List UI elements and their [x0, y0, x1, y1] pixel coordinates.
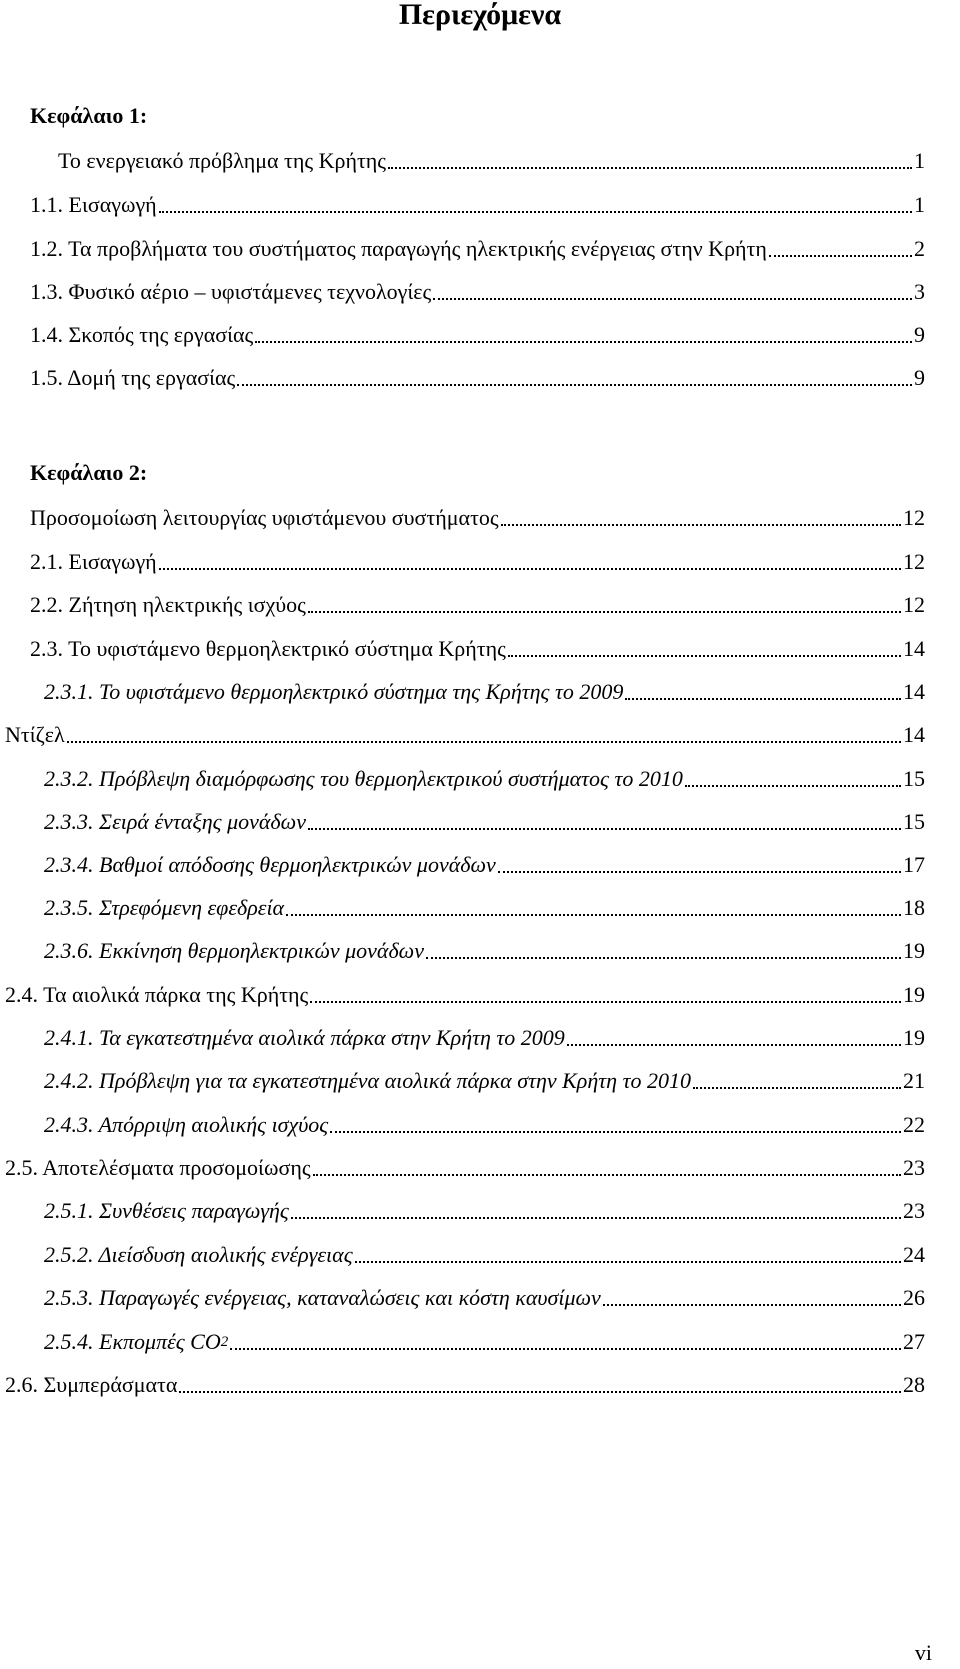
toc-entry-label: 2.4.1. Τα εγκατεστημένα αιολικά πάρκα στην Κρήτη το 2009	[44, 1025, 565, 1050]
toc-entry-page: 15	[903, 809, 925, 834]
toc-entry-label-area	[30, 592, 925, 618]
toc-entry-label: 2.4. Τα αιολικά πάρκα της Κρήτης	[5, 982, 309, 1007]
toc-entry-label: 1.5. Δομή της εργασίας	[30, 365, 236, 390]
chapter-heading: Κεφάλαιο 2:	[30, 460, 148, 485]
toc-leader-dots	[237, 384, 912, 386]
toc-entry-label: Το ενεργειακό πρόβλημα της Κρήτης	[58, 148, 387, 173]
toc-entry-label: 2.3.4. Βαθμοί απόδοσης θερμοηλεκτρικών μονάδων	[44, 852, 496, 877]
toc-entry-label: 1.2. Τα προβλήματα του συστήματος παραγωγής ηλεκτρικής ενέργειας στην Κρήτη	[30, 236, 767, 261]
toc-entry-subscript: 2	[220, 1334, 229, 1350]
toc-entry-label: 2.5. Αποτελέσματα προσομοίωσης	[5, 1155, 311, 1180]
toc-entry-label-area	[5, 982, 925, 1008]
page-number: vi	[914, 1640, 932, 1665]
toc-entry-label-area	[44, 1112, 925, 1138]
toc-entry[interactable]	[0, 487, 960, 531]
toc-entry-label-area	[44, 809, 925, 835]
toc-entry-page: 1	[914, 192, 925, 217]
toc-entry[interactable]	[0, 964, 960, 1008]
toc-entry[interactable]	[0, 1180, 960, 1224]
toc-entry-page: 14	[903, 636, 925, 661]
toc-entry[interactable]	[0, 1354, 960, 1398]
toc-entry-page: 17	[903, 852, 925, 877]
toc-entry-label-area	[30, 322, 925, 348]
toc-leader-dots	[159, 568, 901, 570]
toc-entry-label-area	[44, 1242, 925, 1268]
toc-leader-dots	[426, 957, 901, 959]
toc-leader-dots	[501, 524, 901, 526]
toc-entry[interactable]	[0, 920, 960, 964]
toc-entry[interactable]	[0, 791, 960, 835]
toc-entry-label-area	[44, 1329, 925, 1355]
toc-entry-label: 2.5.1. Συνθέσεις παραγωγής	[44, 1198, 289, 1223]
toc-entry-page: 1	[914, 148, 925, 173]
toc-leader-dots	[308, 611, 901, 613]
toc-entry[interactable]	[0, 347, 960, 391]
toc-entry-label: 2.4.2. Πρόβλεψη για τα εγκατεστημένα αιολικά πάρκα στην Κρήτη το 2010	[44, 1068, 691, 1093]
toc-entry-label: 2.5.2. Διείσδυση αιολικής ενέργειας	[44, 1242, 353, 1267]
toc-entry-page: 15	[903, 766, 925, 791]
toc-entry-label: 2.3.5. Στρεφόμενη εφεδρεία	[44, 895, 285, 920]
toc-entry-label: 2.6. Συμπεράσματα	[5, 1372, 178, 1397]
toc-leader-dots	[685, 785, 901, 787]
toc-leader-dots	[330, 1131, 901, 1133]
toc-entry-label-area	[30, 279, 925, 305]
toc-leader-dots	[67, 741, 901, 743]
toc-entry-label: 2.5.3. Παραγωγές ενέργειας, καταναλώσεις και κόστη καυσίμων	[44, 1285, 601, 1310]
toc-leader-dots	[230, 1348, 901, 1350]
toc-entry-label-area	[44, 1285, 925, 1311]
toc-leader-dots	[355, 1261, 901, 1263]
toc-entry-label: 2.1. Εισαγωγή	[30, 549, 157, 574]
toc-entry-label-area	[44, 852, 925, 878]
toc-entry-label-area	[44, 1068, 925, 1094]
toc-entry-label-area	[5, 1155, 925, 1181]
toc-entry-page: 14	[903, 722, 925, 747]
toc-entry[interactable]	[0, 748, 960, 792]
toc-entry-label-area	[44, 1025, 925, 1051]
toc-entry[interactable]	[0, 618, 960, 662]
toc-entry-label-area	[30, 236, 925, 262]
toc-entry-page: 18	[903, 895, 925, 920]
toc-entry-label: 2.3.3. Σειρά ένταξης μονάδων	[44, 809, 306, 834]
toc-entry-label: 2.3.6. Εκκίνηση θερμοηλεκτρικών μονάδων	[44, 938, 424, 963]
toc-entry[interactable]	[0, 877, 960, 921]
toc-entry[interactable]	[0, 218, 960, 262]
toc-entry[interactable]	[0, 531, 960, 575]
toc-entry[interactable]	[0, 1311, 960, 1355]
toc-leader-dots	[308, 828, 901, 830]
toc-entry[interactable]	[0, 1050, 960, 1094]
toc-entry-page: 9	[914, 365, 925, 390]
toc-entry[interactable]	[0, 574, 960, 618]
toc-entry-label-area	[44, 938, 925, 964]
toc-leader-dots	[508, 655, 901, 657]
toc-leader-dots	[388, 167, 912, 169]
toc-entry-label: 1.3. Φυσικό αέριο – υφιστάμενες τεχνολογίες	[30, 279, 432, 304]
toc-leader-dots	[769, 255, 912, 257]
toc-entry-page: 14	[903, 679, 925, 704]
toc-entry[interactable]	[0, 834, 960, 878]
toc-entry[interactable]	[0, 704, 960, 748]
toc-leader-dots	[313, 1174, 901, 1176]
toc-entry-label-area	[30, 365, 925, 391]
toc-entry-label: Ντίζελ	[5, 722, 65, 747]
toc-entry-page: 3	[914, 279, 925, 304]
toc-entry-label-area	[30, 192, 925, 218]
toc-entry-label-area	[58, 148, 925, 174]
toc-entry-page: 12	[903, 505, 925, 530]
toc-leader-dots	[310, 1001, 901, 1003]
toc-entry-label: 2.4.3. Απόρριψη αιολικής ισχύος	[44, 1112, 329, 1137]
toc-entry[interactable]	[0, 1007, 960, 1051]
toc-entry-label-area	[44, 895, 925, 921]
toc-entry[interactable]	[0, 1137, 960, 1181]
toc-leader-dots	[291, 1217, 901, 1219]
toc-leader-dots	[693, 1087, 901, 1089]
toc-entry-label: 2.3.1. Το υφιστάμενο θερμοηλεκτρικό σύστημα της Κρήτης το 2009	[44, 679, 624, 704]
toc-entry-label-area	[44, 679, 925, 705]
toc-entry-page: 19	[903, 938, 925, 963]
toc-entry-page: 24	[903, 1242, 925, 1267]
toc-entry-page: 12	[903, 549, 925, 574]
toc-entry-label: Προσομοίωση λειτουργίας υφιστάμενου συστήματος	[30, 505, 499, 530]
toc-entry-label: 2.5.4. Εκπομπές CO	[44, 1329, 221, 1354]
toc-entry-page: 28	[903, 1372, 925, 1397]
toc-entry[interactable]	[0, 130, 960, 174]
toc-entry-page: 19	[903, 982, 925, 1007]
toc-entry-label-area	[5, 1372, 925, 1398]
toc-leader-dots	[603, 1304, 901, 1306]
toc-entry-page: 23	[903, 1198, 925, 1223]
toc-entry-label: 2.2. Ζήτηση ηλεκτρικής ισχύος	[30, 592, 306, 617]
toc-entry-page: 2	[914, 236, 925, 261]
toc-entry-page: 9	[914, 322, 925, 347]
toc-entry-label-area	[44, 1198, 925, 1224]
toc-entry[interactable]	[0, 661, 960, 705]
toc-entry-page: 23	[903, 1155, 925, 1180]
toc-entry-page: 19	[903, 1025, 925, 1050]
toc-entry[interactable]	[0, 1094, 960, 1138]
toc-entry-label-area	[30, 636, 925, 662]
toc-leader-dots	[498, 871, 901, 873]
toc-entry-label: 1.4. Σκοπός της εργασίας	[30, 322, 254, 347]
toc-entry-page: 21	[903, 1068, 925, 1093]
toc-entry[interactable]	[0, 1267, 960, 1311]
toc-entry-page: 27	[903, 1329, 925, 1354]
toc-leader-dots	[567, 1044, 901, 1046]
toc-entry-label: 2.3. Το υφιστάμενο θερμοηλεκτρικό σύστημα Κρήτης	[30, 636, 506, 661]
toc-leader-dots	[179, 1391, 901, 1393]
toc-leader-dots	[625, 698, 901, 700]
toc-leader-dots	[433, 298, 912, 300]
toc-entry[interactable]	[0, 304, 960, 348]
toc-entry-label-area	[5, 722, 925, 748]
page-title: Περιεχόμενα	[398, 0, 562, 31]
toc-leader-dots	[286, 914, 901, 916]
toc-entry-label: 1.1. Εισαγωγή	[30, 192, 157, 217]
chapter-heading: Κεφάλαιο 1:	[30, 103, 148, 128]
toc-entry-page: 12	[903, 592, 925, 617]
toc-entry[interactable]	[0, 1224, 960, 1268]
toc-entry-label: 2.3.2. Πρόβλεψη διαμόρφωσης του θερμοηλεκτρικού συστήματος το 2010	[44, 766, 683, 791]
toc-entry-page: 22	[903, 1112, 925, 1137]
toc-entry-page: 26	[903, 1285, 925, 1310]
toc-entry[interactable]	[0, 174, 960, 218]
toc-leader-dots	[255, 341, 912, 343]
toc-entry-label-area	[30, 505, 925, 531]
toc-entry-label-area	[44, 766, 925, 792]
toc-entry-label-area	[30, 549, 925, 575]
toc-entry[interactable]	[0, 261, 960, 305]
toc-leader-dots	[159, 211, 912, 213]
